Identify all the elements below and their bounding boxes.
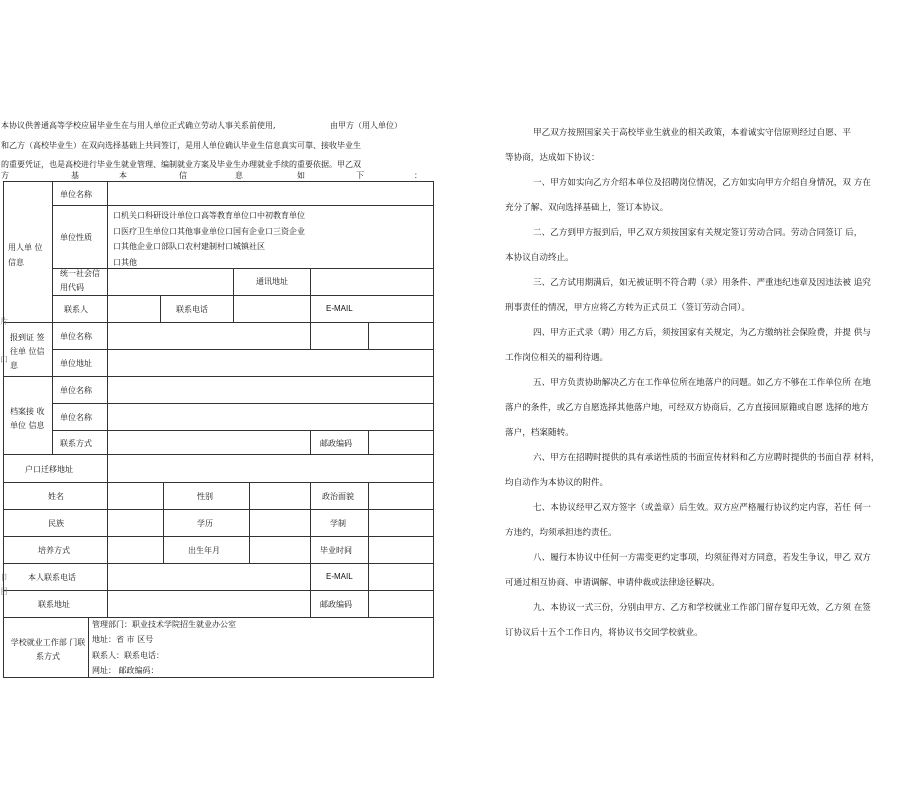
agreement-line: 落户，档案随转。 [505, 428, 574, 438]
report-unit-address-label: 单位地址 [60, 359, 92, 368]
agreement-line: 二、乙方到甲方报到后，甲乙双方须按国家有关规定签订劳动合同。劳动合同签订 后， [533, 228, 863, 238]
report-section-label: 报到证 签往单 位信息 [10, 333, 45, 370]
schooling-label: 学制 [330, 519, 346, 528]
school-dept: 管理部门：职业技术学院招生就业办公室 [92, 620, 236, 629]
agreement-line: 六、甲方在招聘时提供的具有承诺性质的书面宣传材料和乙方应聘时提供的书面自荐 材料， [533, 453, 880, 463]
birth-label: 出生年月 [188, 546, 220, 555]
employer-unit-nature-label: 单位性质 [60, 233, 92, 242]
student-postcode-label: 邮政编码 [320, 600, 352, 609]
employer-unit-name-label: 单位名称 [60, 190, 92, 199]
intro-line-1: 本协议供普通高等学校应届毕业生在与用人单位正式确立劳动人事关系前使用, [1, 121, 276, 130]
school-address: 地址：省 市 区号 [92, 635, 154, 644]
graduation-label: 毕业时间 [320, 546, 352, 555]
school-contact: 联系人：联系电话： [92, 651, 164, 660]
agreement-line: 充分了解、双向选择基础上，签订本协议。 [505, 203, 669, 213]
credit-code-label: 统一社会信用代码 [60, 269, 100, 292]
agreement-line: 九、本协议一式三份，分别由甲方、乙方和学校就业工作部门留存复印无效，乙方须 在签 [533, 603, 871, 613]
student-name-label: 姓名 [48, 492, 64, 501]
agreement-line: 落户的条件，或乙方自愿选择其他落户地，可经双方协商后，乙方直接回原籍或自愿 选择的地方 [505, 403, 869, 413]
school-web: 网址： 邮政编码： [92, 666, 159, 675]
contact-label: 联系人 [64, 305, 88, 314]
address-label: 通讯地址 [256, 277, 288, 286]
agreement-line: 四、甲方正式录（聘）用乙方后，须按国家有关规定，为乙方缴纳社会保险费，并提 供与 [533, 328, 871, 338]
agreement-line: 七、本协议经甲乙双方签字（或盖章）后生效。双方应严格履行协议约定内容，若任 何一 [533, 503, 871, 513]
agreement-line: 工作岗位相关的福利待遇。 [505, 353, 609, 363]
intro-char: 本 [119, 171, 127, 180]
archive-contact-label: 联系方式 [60, 439, 92, 448]
nature-option-row: 口医疗卫生单位口其他事业单位口国有企业口三资企业 [113, 226, 305, 236]
politics-label: 政治面貌 [322, 492, 354, 501]
agreement-line: 三、乙方试用期满后，如无被证明不符合聘（录）用条件、严重违纪违章及因违法被 追究 [533, 278, 871, 288]
ethnic-label: 民族 [48, 519, 64, 528]
report-unit-name-label: 单位名称 [60, 332, 92, 341]
employer-section-label: 用人单 位信息 [8, 243, 43, 267]
intro-char: 如 [297, 171, 305, 180]
intro-char: ： [414, 171, 422, 180]
agreement-line: 订协议后十五个工作日内，将协议书交回学校就业。 [505, 628, 703, 638]
school-contact-label: 学校就业工作部 门联系方式 [10, 638, 86, 661]
agreement-line: 可通过相互协商、申请调解、申请仲裁或法律途径解决。 [505, 578, 720, 588]
intro-char: 方 [1, 171, 9, 180]
email-label: E-MAIL [326, 304, 353, 313]
hukou-label: 户口迁移地址 [25, 465, 73, 474]
training-label: 培养方式 [38, 546, 70, 555]
agreement-line: 五、甲方负责协助解决乙方在工作单位所在地落户的问题。如乙方不够在工作单位所 在地 [533, 378, 871, 388]
margin-mark: 片 [0, 317, 8, 326]
archive-unit-name-label-2: 单位名称 [60, 413, 92, 422]
agreement-line: 等协商，达成如下协议： [505, 153, 600, 163]
education-label: 学历 [197, 519, 213, 528]
unit-nature-options[interactable] [113, 208, 305, 270]
margin-mark: 卩 [0, 573, 8, 582]
nature-option-row: 口其他企业口部队口农村建制村口城镇社区 [113, 242, 265, 251]
intro-char: 下 [356, 171, 364, 180]
phone-label: 联系电话 [176, 305, 208, 314]
gender-label: 性别 [197, 492, 213, 501]
agreement-line: 甲乙双方按照国家关于高校毕业生就业的相关政策，本着诚实守信原则经过自愿、平 [533, 128, 851, 138]
intro-char: 信 [179, 171, 187, 180]
agreement-line: 方违约，均须承担违约责任。 [505, 528, 617, 538]
intro-char: 息 [235, 171, 243, 180]
student-address-label: 联系地址 [38, 600, 70, 609]
archive-postcode-label: 邮政编码 [320, 439, 352, 448]
nature-option-row: 口机关口科研设计单位口高等教育单位口中初教育单位 [113, 211, 305, 220]
agreement-line: 八、履行本协议中任何一方需变更约定事项，均须征得对方同意，若发生争议，甲乙 双方 [533, 553, 871, 563]
agreement-line: 均自动作为本协议的附件。 [505, 478, 609, 488]
nature-option-row: 口其他 [113, 257, 137, 267]
margin-mark: 口 [0, 355, 8, 364]
intro-line-3: 的重要凭证，也是高校进行毕业生就业管理、编制就业方案及毕业生办理就业手续的重要依据。甲乙双 [1, 160, 361, 169]
intro-line-1-right: 由甲方（用人单位） [330, 121, 402, 130]
student-phone-label: 本人联系电话 [28, 573, 76, 582]
intro-char: 基 [71, 171, 79, 180]
student-email-label: E-MAIL [326, 572, 353, 581]
agreement-line: 本协议自动终止。 [505, 253, 574, 263]
margin-mark: 目 [0, 587, 8, 596]
archive-section-label: 档案接 收单位 信息 [10, 407, 45, 430]
agreement-line: 刑事责任的情况，甲方应将乙方转为正式员工（签订劳动合同）。 [505, 303, 750, 313]
agreement-line: 一、甲方如实向乙方介绍本单位及招聘岗位情况，乙方如实向甲方介绍自身情况，双 方在 [533, 178, 871, 188]
archive-unit-name-label: 单位名称 [60, 386, 92, 395]
intro-line-2: 和乙方（高校毕业生）在双向选择基础上共同签订，是用人单位确认毕业生信息真实可靠、接收毕业生 [1, 141, 361, 150]
